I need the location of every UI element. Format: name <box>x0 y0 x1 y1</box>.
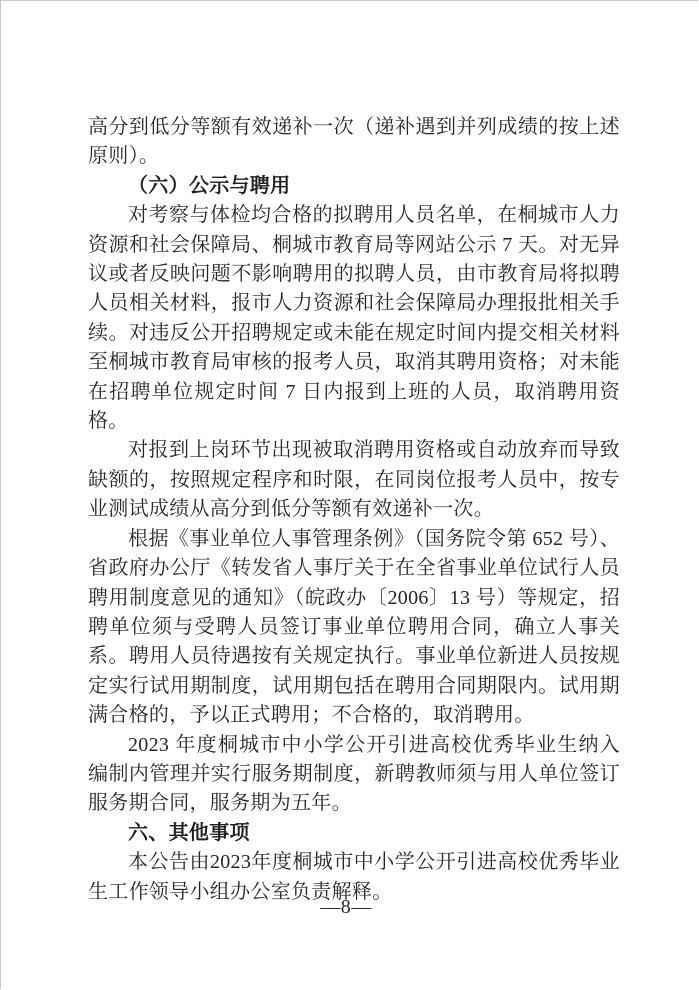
document-body <box>88 113 620 907</box>
paragraph: 2023 年度桐城市中小学公开引进高校优秀毕业生纳入编制内管理并实行服务期制度，新聘教师须与用人单位签订服务期合同，服务期为五年。 <box>88 733 620 815</box>
paragraph: 对报到上岗环节出现被取消聘用资格或自动放弃而导致缺额的，按照规定程序和时限，在同岗位报考人员中，按专业测试成绩从高分到低分等额有效递补一次。 <box>88 439 620 521</box>
section-heading: （六）公示与聘用 <box>128 174 291 197</box>
section-heading: 六、其他事项 <box>128 821 250 844</box>
paragraph: 高分到低分等额有效递补一次（递补遇到并列成绩的按上述原则）。 <box>88 116 620 168</box>
page-number: —8— <box>320 896 372 918</box>
paragraph: 对考察与体检均合格的拟聘用人员名单，在桐城市人力资源和社会保障局、桐城市教育局等网站公示 7 天。对无异议或者反映问题不影响聘用的拟聘人员，由市教育局将拟聘人员相关材料，报市人力资源和社会保障局办理报批相关手续。对违反公开招聘规定或未能在规定时间内提交相关材料至桐城市教育局审核的报考人员，取消其聘用资格；对未能在招聘单位规定时间 7 日内报到上班的人员，取消聘用资格。 <box>88 204 620 433</box>
paragraph: 本公告由2023年度桐城市中小学公开引进高校优秀毕业生工作领导小组办公室负责解释。 <box>88 851 620 903</box>
paragraph: 根据《事业单位人事管理条例》（国务院令第 652 号）、省政府办公厅《转发省人事厅关于在全省事业单位试行人员聘用制度意见的通知》（皖政办〔2006〕13 号）等规定，招聘单位须与受聘人员签订事业单位聘用合同，确立人事关系。聘用人员待遇按有关规定执行。事业单位新进人员按规定实行试用期制度，试用期包括在聘用合同期限内。试用期满合格的，予以正式聘用；不合格的，取消聘用。 <box>88 527 620 727</box>
